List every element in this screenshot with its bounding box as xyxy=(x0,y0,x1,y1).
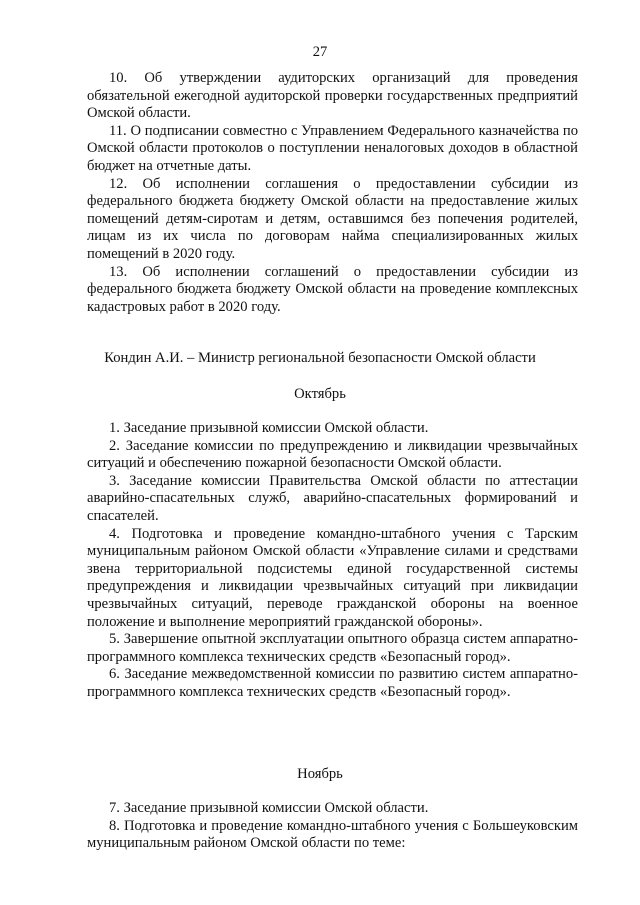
november-items-list xyxy=(87,800,578,853)
list-item: 4. Подготовка и проведение командно-штабного учения с Тарским муниципальным районом Омской области «Управление силами и средствами звена территориальной подсистемы единой государственной системы предупреждения и ликвидации чрезвычайных ситуаций при ликвидации чрезвычайных ситуаций, переводе гражданской обороны на военное положение и выполнение мероприятий гражданской обороны». xyxy=(87,525,578,630)
month-heading-october: Октябрь xyxy=(294,386,346,402)
list-item: 8. Подготовка и проведение командно-штабного учения с Большеуковским муниципальным районом Омской области по теме: xyxy=(87,817,578,852)
top-items-list xyxy=(87,70,578,316)
list-item: 5. Завершение опытной эксплуатации опытного образца систем аппаратно-программного комплекса технических средств «Безопасный город». xyxy=(87,631,578,665)
list-item: 11. О подписании совместно с Управлением Федерального казначейства по Омской области протоколов о поступлении неналоговых доходов в областной бюджет на отчетные даты. xyxy=(87,122,578,174)
list-item: 6. Заседание межведомственной комиссии по развитию систем аппаратно-программного комплекса технических средств «Безопасный город». xyxy=(87,666,578,700)
october-items-list xyxy=(87,420,578,702)
list-item: 1. Заседание призывной комиссии Омской области. xyxy=(109,420,429,436)
list-item: 7. Заседание призывной комиссии Омской области. xyxy=(109,800,429,816)
list-item: 12. Об исполнении соглашения о предоставлении субсидии из федерального бюджета бюджету Омской области на предоставление жилых помещений детям-сиротам и детям, оставшимся без попечения родителей, лицам из их числа по договорам найма специализированных жилых помещений в 2020 году. xyxy=(87,175,578,262)
month-heading-november: Ноябрь xyxy=(297,766,343,782)
page-number: 27 xyxy=(312,44,328,60)
list-item: 3. Заседание комиссии Правительства Омской области по аттестации аварийно-спасательных служб, аварийно-спасательных формирований и спасателей. xyxy=(87,472,578,524)
list-item: 13. Об исполнении соглашений о предоставлении субсидии из федерального бюджета бюджету Омской области на проведение комплексных кадастровых работ в 2020 году. xyxy=(87,263,578,315)
section-person-heading: Кондин А.И. – Министр региональной безопасности Омской области xyxy=(104,350,536,366)
list-item: 2. Заседание комиссии по предупреждению и ликвидации чрезвычайных ситуаций и обеспечению пожарной безопасности Омской области. xyxy=(87,437,578,472)
list-item: 10. Об утверждении аудиторских организаций для проведения обязательной ежегодной аудиторской проверки государственных предприятий Омской области. xyxy=(87,70,578,122)
